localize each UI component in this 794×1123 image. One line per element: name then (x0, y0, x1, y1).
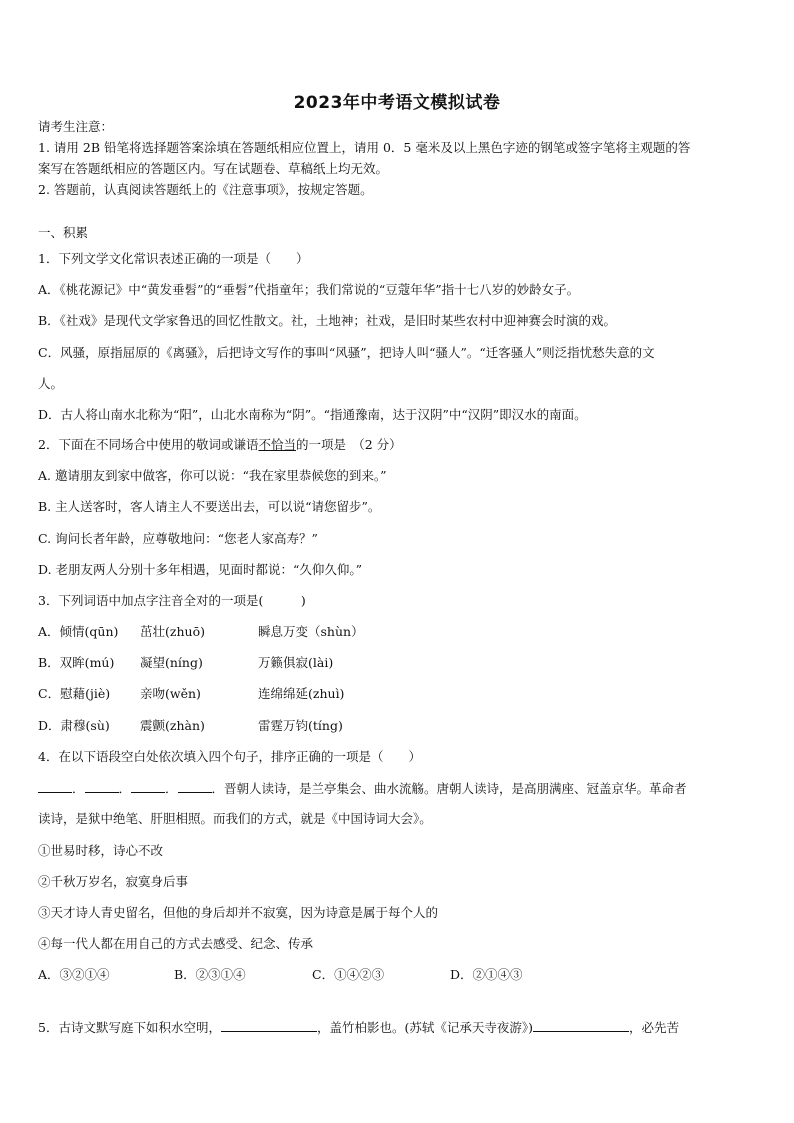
q4-sentence-3: ③天才诗人青史留名，但他的身后却并不寂寞，因为诗意是属于每个人的 (38, 905, 439, 920)
q2-stem-tail: 的一项是 （2 分） (295, 437, 402, 452)
q4-passage-line2: 读诗，是狱中绝笔、肝胆相照。而我们的方式，就是《中国诗词大会》。 (38, 811, 432, 826)
q3-a-word1: A．倾情(qūn) (38, 624, 119, 639)
q2-option-b: B. 主人送客时，客人请主人不要送出去，可以说“请您留步”。 (38, 499, 381, 514)
q3-option-b (38, 655, 756, 671)
q2-stem-underlined: 不恰当 (258, 437, 296, 452)
q3-option-d (38, 718, 756, 734)
q4-options (38, 967, 756, 983)
q4-blank-3 (131, 780, 165, 793)
q2-option-d: D. 老朋友两人分别十多年相遇，见面时都说：“久仰久仰。” (38, 562, 363, 577)
q5-text-c: ，必先苦 (628, 1020, 679, 1035)
q4-sentence-4: ④每一代人都在用自己的方式去感受、纪念、传承 (38, 936, 314, 951)
notice-heading: 请考生注意： (38, 119, 114, 134)
q3-a-word2: 茁壮(zhuō) (140, 624, 205, 639)
q2-option-a: A. 邀请朋友到家中做客，你可以说：“我在家里恭候您的到来。” (38, 468, 387, 483)
q3-c-word2: 亲吻(wěn) (140, 686, 201, 701)
q4-blank-2 (85, 780, 119, 793)
q3-option-a (38, 624, 756, 640)
q1-option-c: C．风骚，原指屈原的《离骚》，后把诗文写作的事叫“风骚”，把诗人叫“骚人”。“迁客骚人”则泛指忧愁失意的文 (38, 345, 655, 360)
notice-item-2: 2. 答题前，认真阅读答题纸上的《注意事项》，按规定答题。 (38, 182, 373, 197)
q1-stem: 1．下列文学文化常识表述正确的一项是（ ） (38, 251, 309, 266)
q4-blank-4 (178, 780, 212, 793)
q3-d-word3: 雷霆万钧(tíng) (258, 718, 343, 733)
q4-sentence-2: ②千秋万岁名，寂寞身后事 (38, 874, 189, 889)
q3-b-word1: B．双眸(mú) (38, 655, 115, 670)
q4-stem: 4．在以下语段空白处依次填入四个句子，排序正确的一项是（ ） (38, 749, 421, 764)
q4-option-d: D．②①④③ (450, 967, 523, 982)
q4-option-a: A．③②①④ (38, 967, 110, 982)
q1-option-d: D．古人将山南水北称为“阳”，山北水南称为“阴”。“指通豫南，达于汉阴”中“汉阴”即汉水的南面。 (38, 407, 587, 422)
page-title: 2023年中考语文模拟试卷 (293, 93, 501, 113)
q1-option-a: A．《桃花源记》中“黄发垂髫”的“垂髫”代指童年；我们常说的“豆蔻年华”指十七八岁的妙龄女子。 (38, 282, 580, 297)
q3-b-word2: 凝望(níng) (140, 655, 203, 670)
notice-item-1a: 1. 请用 2B 铅笔将选择题答案涂填在答题纸相应位置上，请用 0．5 毫米及以上黑色字迹的钢笔或签字笔将主观题的答 (38, 140, 691, 155)
q5-blank-2 (533, 1019, 629, 1032)
q4-passage-line1: ． ． ． ．晋朝人读诗，是兰亭集会、曲水流觞。唐朝人读诗，是高朋满座、冠盖京华。革命者 (38, 780, 756, 797)
q3-b-word3: 万籁俱寂(lài) (258, 655, 334, 670)
q1-option-b: B．《社戏》是现代文学家鲁迅的回忆性散文。社，土地神；社戏，是旧时某些农村中迎神赛会时演的戏。 (38, 313, 616, 328)
q2-option-c: C. 询问长者年龄，应尊敬地问：“您老人家高寿？” (38, 531, 318, 546)
q4-blank-1 (38, 780, 72, 793)
q5-text-b: ，盖竹柏影也。(苏轼《记承天寺夜游》) (316, 1020, 533, 1035)
q3-c-word3: 连绵绵延(zhuì) (258, 686, 345, 701)
q3-d-word2: 震颤(zhàn) (140, 718, 205, 733)
notice-item-1b: 案写在答题纸相应的答题区内。写在试题卷、草稿纸上均无效。 (38, 161, 389, 176)
section-heading: 一、积累 (38, 225, 89, 240)
q3-a-word3: 瞬息万变（shùn） (258, 624, 364, 639)
q5-blank-1 (221, 1019, 317, 1032)
q3-option-c (38, 686, 756, 702)
q2-stem-text: 2．下面在不同场合中使用的敬词或谦语 (38, 437, 259, 452)
q4-option-c: C．①④②③ (312, 967, 385, 982)
q5-text-a: 5．古诗文默写庭下如积水空明， (38, 1020, 221, 1035)
q4-option-b: B．②③①④ (174, 967, 246, 982)
q4-passage-text: ．晋朝人读诗，是兰亭集会、曲水流觞。唐朝人读诗，是高朋满座、冠盖京华。革命者 (211, 781, 687, 796)
q5-line (38, 1019, 756, 1036)
q3-d-word1: D．肃穆(sù) (38, 718, 110, 733)
q3-stem: 3．下列词语中加点字注音全对的一项是( ) (38, 593, 306, 608)
q4-sentence-1: ①世易时移，诗心不改 (38, 843, 164, 858)
q3-c-word1: C．慰藉(jiè) (38, 686, 111, 701)
q2-stem (38, 437, 756, 453)
q1-option-c-cont: 人。 (38, 376, 64, 391)
